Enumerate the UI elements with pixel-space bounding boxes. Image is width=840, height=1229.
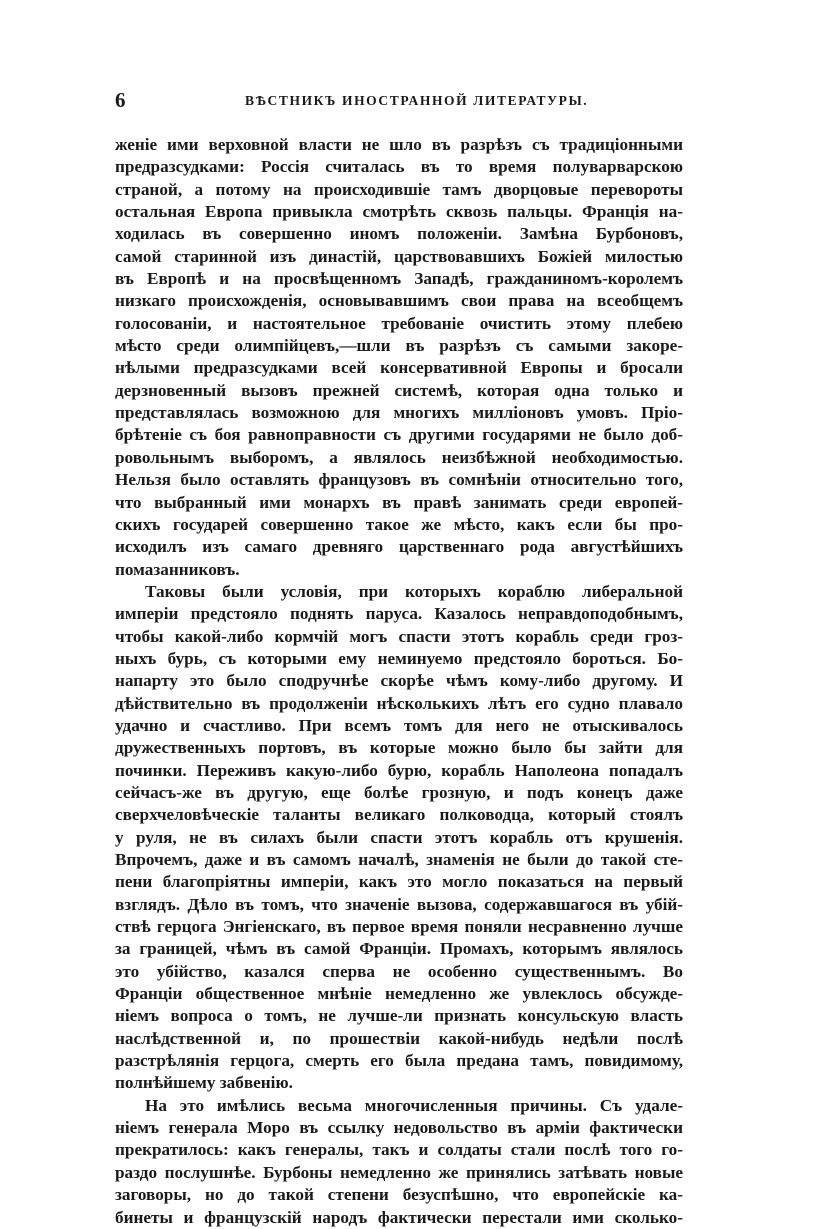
- text-line: Франціи общественное мнѣніе немедленно же увлеклось обсужде-: [115, 984, 683, 1004]
- text-line: сверхчеловѣческіе таланты великаго полководца, который стоялъ: [115, 805, 683, 825]
- text-line: дерзновенный вызовъ прежней системѣ, которая одна только и: [115, 380, 683, 400]
- text-line: напарту это было сподручнѣе скорѣе чѣмъ кому-либо другому. И: [115, 671, 683, 691]
- text-line: прекратилось: какъ генералы, такъ и солдаты стали послѣ того го-: [115, 1140, 683, 1160]
- text-line: скихъ государей совершенно такое же мѣсто, какъ если бы про-: [115, 514, 683, 534]
- text-line: починки. Переживъ какую-либо бурю, корабль Наполеона попадалъ: [115, 760, 683, 780]
- text-line: заговоры, но до такой степени безуспѣшно, что европейскіе ка-: [115, 1185, 683, 1205]
- text-line: удачно и счастливо. При всемъ томъ для него не отыскивалось: [115, 715, 683, 735]
- text-line: разстрѣлянія герцога, смерть его была предана тамъ, повидимому,: [115, 1051, 683, 1071]
- paragraph: [115, 1095, 683, 1229]
- text-line: предразсудками: Россія считалась въ то время полуварварскою: [115, 157, 683, 177]
- text-line: бинеты и французскій народъ фактически перестали ими сколько-: [115, 1207, 683, 1227]
- text-line: взглядъ. Дѣло въ томъ, что значеніе вызова, содержавшагося въ убій-: [115, 894, 683, 914]
- text-line: пени благопріятны имперіи, какъ это могло показаться на первый: [115, 872, 683, 892]
- text-line: представлялась возможною для многихъ милліоновъ умовъ. Пріо-: [115, 403, 683, 423]
- page-number: 6: [115, 88, 126, 112]
- text-line: въ Европѣ и на просвѣщенномъ Западѣ, гражданиномъ-королемъ: [115, 269, 683, 289]
- text-line: ніемъ генерала Моро въ ссылку недовольство въ арміи фактически: [115, 1118, 683, 1138]
- text-line: ходилась въ совершенно иномъ положеніи. Замѣна Бурбоновъ,: [115, 224, 683, 244]
- text-line: брѣтеніе съ боя равноправности съ другими государями не было доб-: [115, 425, 683, 445]
- text-line: имперіи предстояло поднять паруса. Казалось неправдоподобнымъ,: [115, 604, 683, 624]
- text-line: ровольнымъ выборомъ, а являлось неизбѣжной необходимостью.: [115, 447, 683, 467]
- text-line: Таковы были условія, при которыхъ кораблю либеральной: [145, 581, 683, 601]
- paragraph: [115, 581, 683, 1095]
- text-line: за границей, чѣмъ въ самой Франціи. Промахъ, которымъ являлось: [115, 939, 683, 959]
- text-line: у руля, не въ силахъ были спасти этотъ корабль отъ крушенія.: [115, 827, 683, 847]
- text-line: мѣсто среди олимпійцевъ,—шли въ разрѣзъ съ самыми закоре-: [115, 336, 683, 356]
- text-line: ныхъ бурь, съ которыми ему неминуемо предстояло бороться. Бо-: [115, 648, 683, 668]
- text-line: что выбранный ими монархъ въ правѣ занимать среди европей-: [115, 492, 683, 512]
- text-line: дѣйствительно въ продолженіи нѣсколькихъ лѣтъ его судно плавало: [115, 693, 683, 713]
- text-line: самой старинной изъ династій, царствовавшихъ Божіей милостью: [115, 246, 683, 266]
- text-line: Впрочемъ, даже и въ самомъ началѣ, знаменія не были до такой сте-: [115, 850, 683, 869]
- text-line: женіе ими верховной власти не шло въ разрѣзъ съ традиціонными: [115, 135, 683, 154]
- text-line: исходилъ изъ самаго древняго царственнаго рода августѣйшихъ: [115, 537, 683, 557]
- text-line: раздо послушнѣе. Бурбоны немедленно же принялись затѣвать новые: [115, 1162, 683, 1182]
- text-line: полнѣйшему забвенію.: [115, 1073, 293, 1093]
- text-line: голосованіи, и настоятельное требованіе очистить этому плебею: [115, 313, 683, 333]
- paragraph: [115, 134, 683, 581]
- text-line: наслѣдственной и, по прошествіи какой-нибудь недѣли послѣ: [115, 1028, 683, 1048]
- text-line: помазанниковъ.: [115, 559, 240, 579]
- text-line: страной, а потому на происходившіе тамъ дворцовые перевороты: [115, 179, 683, 199]
- text-line: Нельзя было оставлять французовъ въ сомнѣніи относительно того,: [115, 470, 683, 490]
- text-line: ствѣ герцога Энгіенскаго, въ первое время поняли несравненно лучше: [115, 917, 683, 937]
- running-title: ВѢСТНИКЪ ИНОСТРАННОЙ ЛИТЕРАТУРЫ.: [245, 93, 589, 108]
- text-line: ніемъ вопроса о томъ, не лучше-ли признать консульскую власть: [115, 1006, 683, 1026]
- text-line: остальная Европа привыкла смотрѣть сквозь пальцы. Франція на-: [115, 202, 683, 222]
- text-line: На это имѣлись весьма многочисленныя причины. Съ удале-: [145, 1095, 683, 1115]
- text-line: нѣлыми предразсудками всей консервативной Европы и бросали: [115, 358, 683, 378]
- text-line: дружественныхъ портовъ, въ которые можно было бы зайти для: [115, 738, 683, 758]
- text-line: низкаго происхожденія, основывавшимъ свои права на всеобщемъ: [115, 291, 683, 311]
- text-line: это убійство, казался сперва не особенно существеннымъ. Во: [115, 961, 683, 981]
- text-line: сейчасъ-же въ другую, еще болѣе грозную, и подъ конецъ даже: [115, 782, 683, 802]
- page-header: [115, 88, 680, 114]
- body-text: [115, 134, 683, 1229]
- text-line: чтобы какой-либо кормчій могъ спасти этотъ корабль среди гроз-: [115, 626, 683, 646]
